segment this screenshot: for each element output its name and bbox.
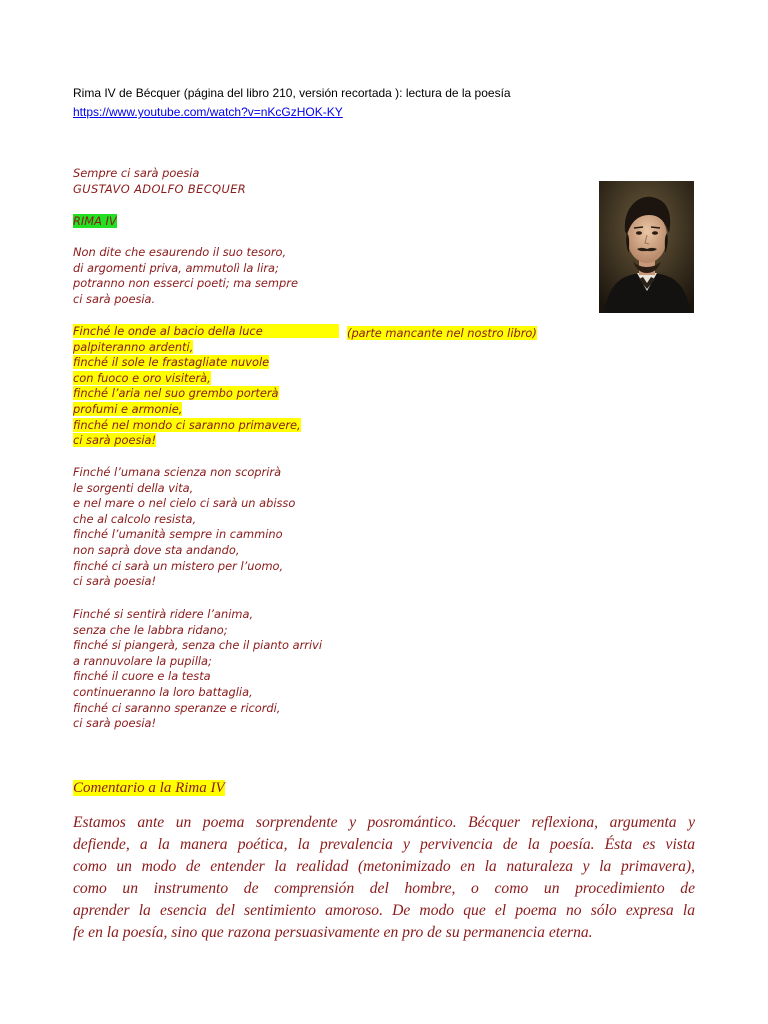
poem-line: continueranno la loro battaglia, [73,684,253,699]
commentary-line: defiende, a la manera poética, la prevalencia y pervivencia de la poesía. Ésta es vista [73,836,695,853]
poem-line: che al calcolo resista, [73,511,197,526]
poem-line: Finché si sentirà ridere l’anima, [73,607,254,621]
poem-line: ci sarà poesia! [73,433,157,448]
poem-line: potranno non esserci poeti; ma sempre [73,276,298,291]
stanza-1 [73,245,298,307]
poem-line: le sorgenti della vita, [73,480,194,495]
poem-line: finché il cuore e la testa [73,669,211,684]
poem-line: ci sarà poesia! [73,574,157,589]
stanza-4 [73,607,322,732]
poem-author: GUSTAVO ADOLFO BECQUER [73,182,247,196]
poem-line: a rannuvolare la pupilla; [73,653,212,668]
author-portrait [599,181,694,313]
poem-line: finché l’aria nel suo grembo porterà [73,386,279,401]
poem-line: finché nel mondo ci saranno primavere, [73,417,301,432]
commentary-line: como un instrumento de comprensión del hombre, o como un procedimiento de [73,880,695,897]
commentary-heading: Comentario a la Rima IV [73,780,225,796]
poem-line: finché l’umanità sempre in cammino [73,527,283,542]
stanza-3 [73,465,295,590]
poem-line: Finché le onde al bacio della luce [73,324,339,338]
poem-line: finché il sole le frastagliate nuvole [73,355,270,370]
poem-line: ci sarà poesia! [73,716,157,731]
poem-line: senza che le labbra ridano; [73,622,228,637]
poem-line: finché si piangerà, senza che il pianto arrivi [73,638,323,653]
missing-part-note: (parte mancante nel nostro libro) [347,326,537,340]
commentary-line: como un modo de entender la realidad (metonimizado en la naturaleza y la primavera), [73,858,695,875]
commentary-line: Estamos ante un poema sorprendente y posromántico. Bécquer reflexiona, argumenta y [73,814,695,831]
poem-line: finché ci saranno speranze e ricordi, [73,700,281,715]
poem-line: Finché l’umana scienza non scoprirà [73,465,282,479]
header-title: Rima IV de Bécquer (página del libro 210, versión recortada ): lectura de la poesía [73,86,511,100]
poem-line: non saprà dove sta andando, [73,542,240,557]
poem-line: ci sarà poesia. [73,291,156,306]
poem-line: Non dite che esaurendo il suo tesoro, [73,245,287,259]
poem-line: profumi e armonie, [73,401,183,416]
poem-line: con fuoco e oro visiterà, [73,370,211,385]
poem-line: palpiteranno ardenti, [73,339,194,354]
poem-subtitle: Sempre ci sarà poesia [73,166,200,180]
poem-line: e nel mare o nel cielo ci sarà un abisso [73,496,296,511]
commentary-line: aprender la esencia del sentimiento amoroso. De modo que el poema no sólo expresa la [73,902,695,919]
commentary-body [73,812,695,944]
rima-label: RIMA IV [73,214,117,228]
poem-line: di argomenti priva, ammutolì la lira; [73,260,279,275]
stanza-2 [73,324,339,449]
commentary-line: fe en la poesía, sino que razona persuasivamente en pro de su permanencia eterna. [73,924,593,941]
poem-line: finché ci sarà un mistero per l’uomo, [73,558,284,573]
youtube-link[interactable]: https://www.youtube.com/watch?v=nKcGzHOK-KY [73,105,343,119]
